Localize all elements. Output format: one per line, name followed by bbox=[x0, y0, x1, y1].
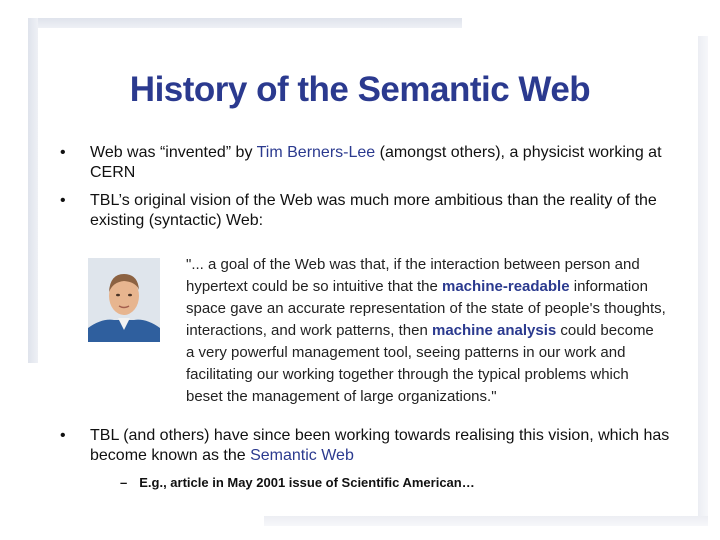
bullet-text bbox=[90, 143, 670, 183]
bullet-text bbox=[90, 426, 680, 466]
quote-text: information space gave an accurate representation of the state of people's thoughts, interactions, and work patterns, then bbox=[186, 278, 666, 339]
quote-block bbox=[186, 254, 666, 408]
bullet-text-post: (amongst others), a physicist working at CERN bbox=[90, 144, 662, 181]
highlight-name: Tim Berners-Lee bbox=[256, 144, 376, 161]
bullet-text: TBL’s original vision of the Web was much more ambitious than the reality of the existing (syntactic) Web: bbox=[90, 192, 657, 229]
decorative-frame-top bbox=[28, 18, 462, 28]
bullet-text-pre: TBL (and others) have since been working towards realising this vision, which has become known as the bbox=[90, 427, 670, 464]
portrait-photo bbox=[88, 258, 160, 342]
quote-text: could become a very powerful management tool, seeing patterns in our work and facilitating our working together through the typical problems which beset the management of large organizations." bbox=[186, 322, 654, 405]
slide-title: History of the Semantic Web bbox=[129, 70, 591, 109]
quote-keyword: machine-readable bbox=[442, 278, 570, 295]
bullet-text-pre: Web was “invented” by bbox=[90, 144, 257, 161]
portrait-image bbox=[88, 258, 160, 342]
bullet-marker: • bbox=[60, 144, 66, 161]
decorative-frame-bottom bbox=[264, 516, 708, 526]
quote-text: "... a goal of the Web was that, if the interaction between person and hypertext could be so intuitive that the bbox=[186, 256, 640, 295]
sub-bullet-text: E.g., article in May 2001 issue of Scientific American… bbox=[139, 475, 475, 490]
highlight-term: Semantic Web bbox=[250, 447, 354, 464]
bullet-marker: • bbox=[60, 427, 66, 444]
quote-keyword: machine analysis bbox=[431, 322, 557, 339]
bullet-marker: • bbox=[60, 192, 66, 209]
sub-bullet bbox=[120, 475, 475, 490]
sub-bullet-marker: – bbox=[120, 475, 128, 490]
